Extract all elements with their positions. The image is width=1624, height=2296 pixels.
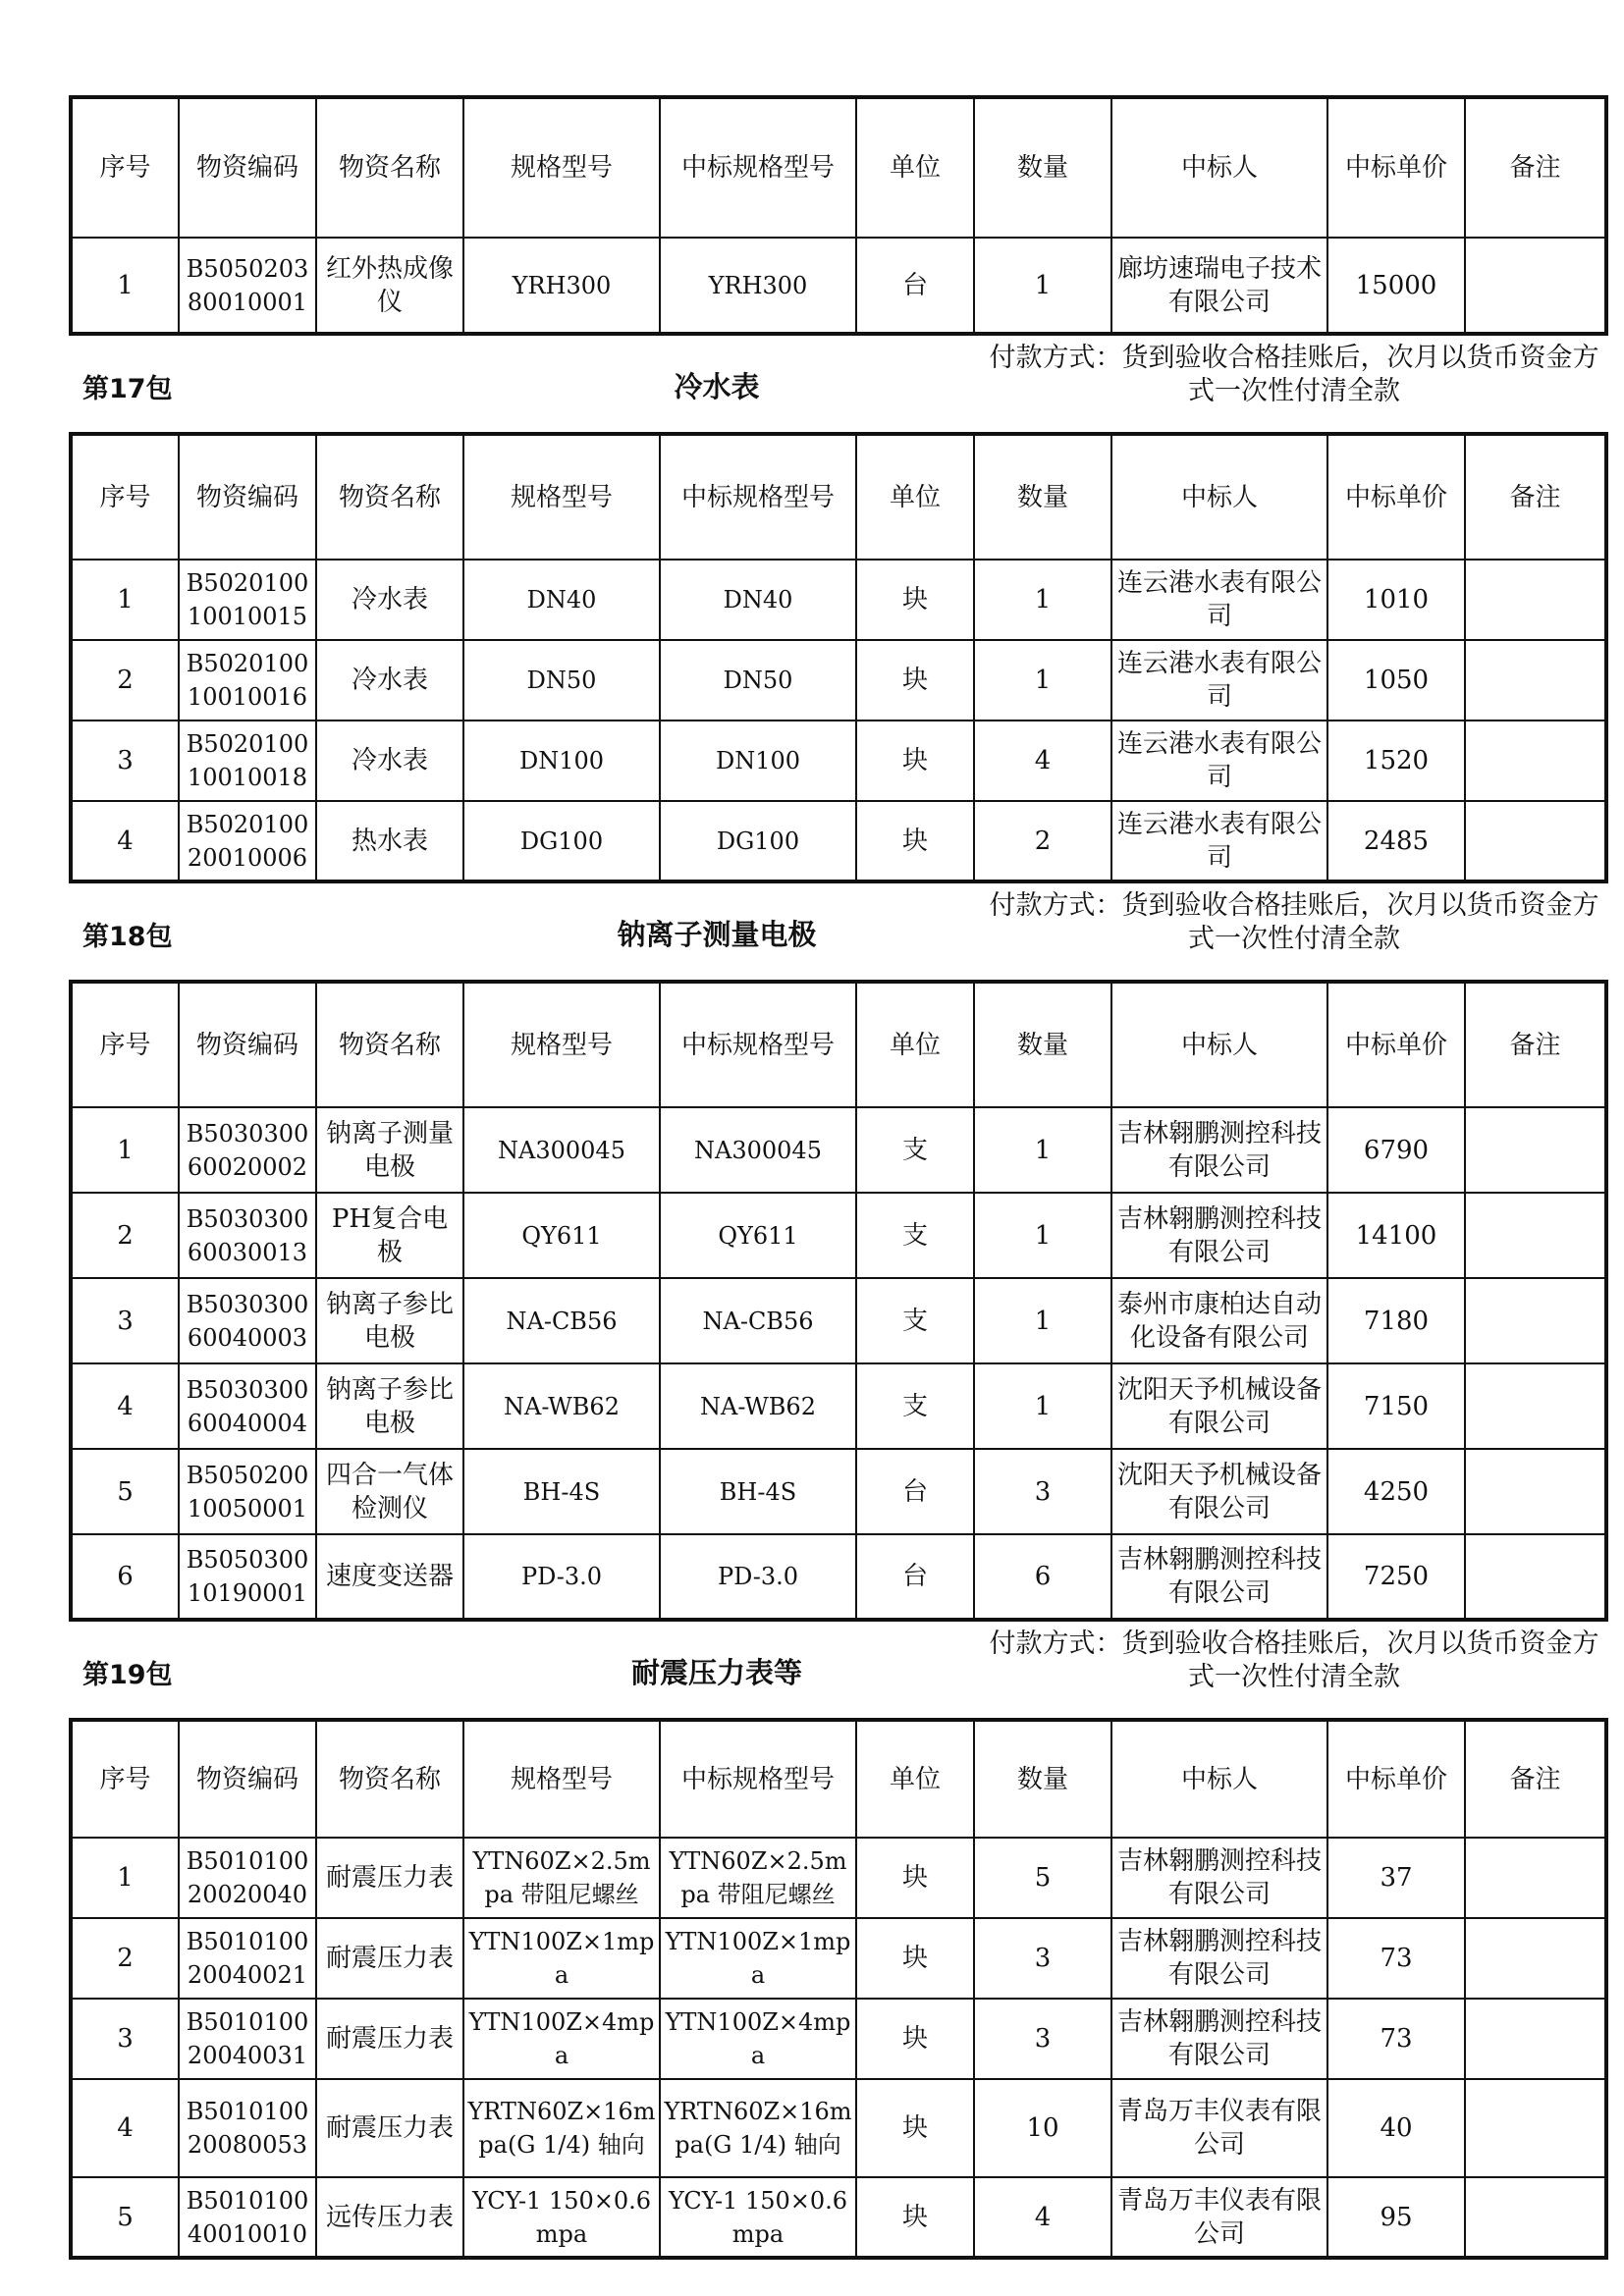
cell-winner: 沈阳天予机械设备有限公司 <box>1111 1363 1327 1449</box>
table-row <box>71 1918 1606 1999</box>
header-cell: 规格型号 <box>463 982 660 1107</box>
cell-name: 热水表 <box>316 801 463 881</box>
cell-index: 3 <box>71 1999 179 2079</box>
cell-winner: 吉林翱鹏测控科技有限公司 <box>1111 1107 1327 1193</box>
cell-qty: 5 <box>974 1838 1111 1918</box>
cell-remark <box>1465 721 1606 801</box>
header-cell: 物资编码 <box>179 434 316 560</box>
header-cell: 物资名称 <box>316 97 463 238</box>
header-cell: 备注 <box>1465 434 1606 560</box>
cell-code: B505030010190001 <box>179 1534 316 1620</box>
cell-spec: DG100 <box>463 801 660 881</box>
cell-qty: 1 <box>974 238 1111 334</box>
header-cell: 数量 <box>974 97 1111 238</box>
cell-bid-spec: YTN100Z×1mpa <box>660 1918 856 1999</box>
cell-unit: 台 <box>856 238 974 334</box>
cell-price: 4250 <box>1327 1449 1465 1534</box>
cell-name: 耐震压力表 <box>316 1838 463 1918</box>
top-table <box>69 95 1608 336</box>
cell-index: 3 <box>71 1278 179 1363</box>
cell-bid-spec: QY611 <box>660 1193 856 1278</box>
header-cell: 规格型号 <box>463 97 660 238</box>
package-title: 耐震压力表等 <box>630 1656 802 1689</box>
header-cell: 序号 <box>71 982 179 1107</box>
table-row <box>71 721 1606 801</box>
cell-index: 3 <box>71 721 179 801</box>
cell-price: 7250 <box>1327 1534 1465 1620</box>
cell-qty: 1 <box>974 1278 1111 1363</box>
header-cell: 序号 <box>71 1720 179 1838</box>
cell-spec: YTN100Z×4mpa <box>463 1999 660 2079</box>
cell-index: 5 <box>71 2177 179 2258</box>
cell-code: B502010010010015 <box>179 560 316 640</box>
cell-winner: 青岛万丰仪表有限公司 <box>1111 2079 1327 2177</box>
cell-name: 红外热成像仪 <box>316 238 463 334</box>
table-row <box>71 2079 1606 2177</box>
cell-winner: 连云港水表有限公司 <box>1111 640 1327 721</box>
cell-index: 4 <box>71 801 179 881</box>
cell-unit: 块 <box>856 721 974 801</box>
cell-index: 1 <box>71 1838 179 1918</box>
header-cell: 中标单价 <box>1327 434 1465 560</box>
cell-name: 钠离子测量电极 <box>316 1107 463 1193</box>
cell-code: B501010020040031 <box>179 1999 316 2079</box>
cell-winner: 吉林翱鹏测控科技有限公司 <box>1111 1918 1327 1999</box>
cell-price: 14100 <box>1327 1193 1465 1278</box>
header-cell: 中标单价 <box>1327 97 1465 238</box>
cell-remark <box>1465 238 1606 334</box>
cell-remark <box>1465 1534 1606 1620</box>
cell-price: 95 <box>1327 2177 1465 2258</box>
cell-index: 2 <box>71 1918 179 1999</box>
header-cell: 中标单价 <box>1327 1720 1465 1838</box>
cell-remark <box>1465 2079 1606 2177</box>
cell-price: 1050 <box>1327 640 1465 721</box>
cell-winner: 吉林翱鹏测控科技有限公司 <box>1111 1838 1327 1918</box>
cell-qty: 1 <box>974 1107 1111 1193</box>
cell-bid-spec: YCY-1 150×0.6mpa <box>660 2177 856 2258</box>
payment-terms: 付款方式：货到验收合格挂账后，次月以货币资金方式一次性付清全款 <box>989 890 1599 954</box>
package-heading <box>69 336 1604 432</box>
cell-name: 耐震压力表 <box>316 2079 463 2177</box>
header-cell: 备注 <box>1465 982 1606 1107</box>
cell-qty: 2 <box>974 801 1111 881</box>
cell-index: 1 <box>71 560 179 640</box>
cell-qty: 4 <box>974 2177 1111 2258</box>
package-number: 第19包 <box>82 1660 173 1690</box>
cell-unit: 台 <box>856 1534 974 1620</box>
table-row <box>71 1534 1606 1620</box>
table-row <box>71 1363 1606 1449</box>
cell-qty: 1 <box>974 640 1111 721</box>
cell-name: 钠离子参比电极 <box>316 1363 463 1449</box>
cell-name: 钠离子参比电极 <box>316 1278 463 1363</box>
cell-index: 4 <box>71 1363 179 1449</box>
cell-winner: 青岛万丰仪表有限公司 <box>1111 2177 1327 2258</box>
cell-name: 四合一气体检测仪 <box>316 1449 463 1534</box>
cell-qty: 1 <box>974 560 1111 640</box>
cell-code: B505020010050001 <box>179 1449 316 1534</box>
cell-spec: DN50 <box>463 640 660 721</box>
cell-price: 73 <box>1327 1999 1465 2079</box>
cell-spec: DN100 <box>463 721 660 801</box>
cell-code: B503030060040004 <box>179 1363 316 1449</box>
cell-winner: 廊坊速瑞电子技术有限公司 <box>1111 238 1327 334</box>
cell-unit: 块 <box>856 640 974 721</box>
cell-index: 2 <box>71 640 179 721</box>
cell-name: 冷水表 <box>316 721 463 801</box>
cell-remark <box>1465 640 1606 721</box>
header-cell: 备注 <box>1465 1720 1606 1838</box>
header-cell: 中标人 <box>1111 434 1327 560</box>
cell-remark <box>1465 1363 1606 1449</box>
package-heading <box>69 883 1604 980</box>
cell-name: 速度变送器 <box>316 1534 463 1620</box>
cell-winner: 沈阳天予机械设备有限公司 <box>1111 1449 1327 1534</box>
cell-winner: 连云港水表有限公司 <box>1111 801 1327 881</box>
header-cell: 序号 <box>71 97 179 238</box>
cell-code: B501010020020040 <box>179 1838 316 1918</box>
package-title: 钠离子测量电极 <box>617 918 817 951</box>
cell-index: 1 <box>71 1107 179 1193</box>
table-row <box>71 1999 1606 2079</box>
table-row <box>71 1193 1606 1278</box>
cell-price: 6790 <box>1327 1107 1465 1193</box>
cell-code: B502010020010006 <box>179 801 316 881</box>
cell-bid-spec: PD-3.0 <box>660 1534 856 1620</box>
cell-price: 7150 <box>1327 1363 1465 1449</box>
cell-spec: YCY-1 150×0.6mpa <box>463 2177 660 2258</box>
cell-price: 73 <box>1327 1918 1465 1999</box>
cell-qty: 3 <box>974 1449 1111 1534</box>
header-cell: 中标规格型号 <box>660 1720 856 1838</box>
header-cell: 备注 <box>1465 97 1606 238</box>
cell-bid-spec: NA-WB62 <box>660 1363 856 1449</box>
header-cell: 中标规格型号 <box>660 97 856 238</box>
cell-spec: BH-4S <box>463 1449 660 1534</box>
cell-unit: 台 <box>856 1449 974 1534</box>
cell-code: B502010010010018 <box>179 721 316 801</box>
cell-bid-spec: YRH300 <box>660 238 856 334</box>
package-heading <box>69 1622 1604 1718</box>
cell-remark <box>1465 1999 1606 2079</box>
header-cell: 单位 <box>856 1720 974 1838</box>
table-header-row <box>71 1720 1606 1838</box>
cell-name: 冷水表 <box>316 560 463 640</box>
cell-bid-spec: YRTN60Z×16mpa(G 1/4) 轴向 <box>660 2079 856 2177</box>
cell-index: 1 <box>71 238 179 334</box>
cell-bid-spec: DN100 <box>660 721 856 801</box>
cell-price: 1010 <box>1327 560 1465 640</box>
cell-spec: DN40 <box>463 560 660 640</box>
cell-name: 远传压力表 <box>316 2177 463 2258</box>
header-cell: 物资名称 <box>316 434 463 560</box>
cell-bid-spec: YTN100Z×4mpa <box>660 1999 856 2079</box>
cell-unit: 支 <box>856 1107 974 1193</box>
package-table <box>69 432 1608 883</box>
cell-unit: 块 <box>856 1918 974 1999</box>
cell-remark <box>1465 560 1606 640</box>
cell-name: 耐震压力表 <box>316 1999 463 2079</box>
cell-bid-spec: YTN60Z×2.5mpa 带阻尼螺丝 <box>660 1838 856 1918</box>
header-cell: 序号 <box>71 434 179 560</box>
cell-qty: 3 <box>974 1918 1111 1999</box>
cell-unit: 块 <box>856 2177 974 2258</box>
header-cell: 中标单价 <box>1327 982 1465 1107</box>
cell-winner: 吉林翱鹏测控科技有限公司 <box>1111 1534 1327 1620</box>
header-cell: 物资名称 <box>316 1720 463 1838</box>
cell-remark <box>1465 2177 1606 2258</box>
cell-spec: NA-CB56 <box>463 1278 660 1363</box>
package-table <box>69 980 1608 1622</box>
header-cell: 中标规格型号 <box>660 982 856 1107</box>
header-cell: 数量 <box>974 434 1111 560</box>
package-table <box>69 1718 1608 2260</box>
table-row <box>71 2177 1606 2258</box>
cell-spec: NA300045 <box>463 1107 660 1193</box>
header-cell: 单位 <box>856 434 974 560</box>
cell-winner: 连云港水表有限公司 <box>1111 560 1327 640</box>
table-header-row <box>71 982 1606 1107</box>
cell-index: 6 <box>71 1534 179 1620</box>
payment-terms: 付款方式：货到验收合格挂账后，次月以货币资金方式一次性付清全款 <box>989 343 1599 406</box>
cell-index: 2 <box>71 1193 179 1278</box>
cell-unit: 块 <box>856 1999 974 2079</box>
cell-remark <box>1465 801 1606 881</box>
cell-code: B505020380010001 <box>179 238 316 334</box>
cell-spec: YRH300 <box>463 238 660 334</box>
cell-index: 5 <box>71 1449 179 1534</box>
cell-unit: 块 <box>856 2079 974 2177</box>
cell-unit: 支 <box>856 1278 974 1363</box>
header-cell: 规格型号 <box>463 1720 660 1838</box>
cell-spec: PD-3.0 <box>463 1534 660 1620</box>
cell-remark <box>1465 1193 1606 1278</box>
package-number: 第17包 <box>82 374 173 404</box>
table-row <box>71 1278 1606 1363</box>
cell-unit: 支 <box>856 1193 974 1278</box>
header-cell: 数量 <box>974 1720 1111 1838</box>
cell-price: 2485 <box>1327 801 1465 881</box>
cell-code: B501010020040021 <box>179 1918 316 1999</box>
table-row <box>71 1838 1606 1918</box>
cell-code: B502010010010016 <box>179 640 316 721</box>
document-page <box>69 95 1604 2260</box>
cell-code: B503030060030013 <box>179 1193 316 1278</box>
cell-unit: 支 <box>856 1363 974 1449</box>
cell-price: 7180 <box>1327 1278 1465 1363</box>
cell-price: 37 <box>1327 1838 1465 1918</box>
header-cell: 数量 <box>974 982 1111 1107</box>
cell-index: 4 <box>71 2079 179 2177</box>
cell-remark <box>1465 1449 1606 1534</box>
table-row <box>71 801 1606 881</box>
table-header-row <box>71 434 1606 560</box>
cell-remark <box>1465 1278 1606 1363</box>
cell-name: PH复合电极 <box>316 1193 463 1278</box>
cell-remark <box>1465 1838 1606 1918</box>
cell-remark <box>1465 1918 1606 1999</box>
header-cell: 物资编码 <box>179 97 316 238</box>
cell-spec: YTN100Z×1mpa <box>463 1918 660 1999</box>
cell-code: B503030060040003 <box>179 1278 316 1363</box>
cell-bid-spec: NA300045 <box>660 1107 856 1193</box>
cell-qty: 10 <box>974 2079 1111 2177</box>
cell-name: 冷水表 <box>316 640 463 721</box>
header-cell: 中标规格型号 <box>660 434 856 560</box>
cell-qty: 4 <box>974 721 1111 801</box>
cell-code: B501010040010010 <box>179 2177 316 2258</box>
cell-price: 1520 <box>1327 721 1465 801</box>
cell-qty: 6 <box>974 1534 1111 1620</box>
cell-qty: 1 <box>974 1193 1111 1278</box>
cell-price: 40 <box>1327 2079 1465 2177</box>
table-row <box>71 640 1606 721</box>
package-title: 冷水表 <box>674 370 760 403</box>
table-row <box>71 1449 1606 1534</box>
table-header-row <box>71 97 1606 238</box>
cell-qty: 1 <box>974 1363 1111 1449</box>
cell-spec: QY611 <box>463 1193 660 1278</box>
cell-name: 耐震压力表 <box>316 1918 463 1999</box>
header-cell: 单位 <box>856 97 974 238</box>
table-row <box>71 560 1606 640</box>
cell-code: B503030060020002 <box>179 1107 316 1193</box>
table-row <box>71 238 1606 334</box>
header-cell: 物资编码 <box>179 1720 316 1838</box>
cell-remark <box>1465 1107 1606 1193</box>
cell-spec: YRTN60Z×16mpa(G 1/4) 轴向 <box>463 2079 660 2177</box>
cell-bid-spec: DN50 <box>660 640 856 721</box>
cell-bid-spec: BH-4S <box>660 1449 856 1534</box>
cell-winner: 吉林翱鹏测控科技有限公司 <box>1111 1999 1327 2079</box>
header-cell: 规格型号 <box>463 434 660 560</box>
cell-winner: 泰州市康柏达自动化设备有限公司 <box>1111 1278 1327 1363</box>
table-row <box>71 1107 1606 1193</box>
payment-terms: 付款方式：货到验收合格挂账后，次月以货币资金方式一次性付清全款 <box>989 1629 1599 1692</box>
cell-qty: 3 <box>974 1999 1111 2079</box>
cell-unit: 块 <box>856 560 974 640</box>
header-cell: 物资编码 <box>179 982 316 1107</box>
cell-code: B501010020080053 <box>179 2079 316 2177</box>
header-cell: 中标人 <box>1111 982 1327 1107</box>
package-number: 第18包 <box>82 922 173 952</box>
header-cell: 单位 <box>856 982 974 1107</box>
cell-spec: YTN60Z×2.5mpa 带阻尼螺丝 <box>463 1838 660 1918</box>
cell-bid-spec: DG100 <box>660 801 856 881</box>
cell-unit: 块 <box>856 1838 974 1918</box>
cell-spec: NA-WB62 <box>463 1363 660 1449</box>
cell-winner: 吉林翱鹏测控科技有限公司 <box>1111 1193 1327 1278</box>
cell-unit: 块 <box>856 801 974 881</box>
header-cell: 中标人 <box>1111 97 1327 238</box>
cell-winner: 连云港水表有限公司 <box>1111 721 1327 801</box>
header-cell: 中标人 <box>1111 1720 1327 1838</box>
cell-bid-spec: NA-CB56 <box>660 1278 856 1363</box>
header-cell: 物资名称 <box>316 982 463 1107</box>
cell-price: 15000 <box>1327 238 1465 334</box>
cell-bid-spec: DN40 <box>660 560 856 640</box>
